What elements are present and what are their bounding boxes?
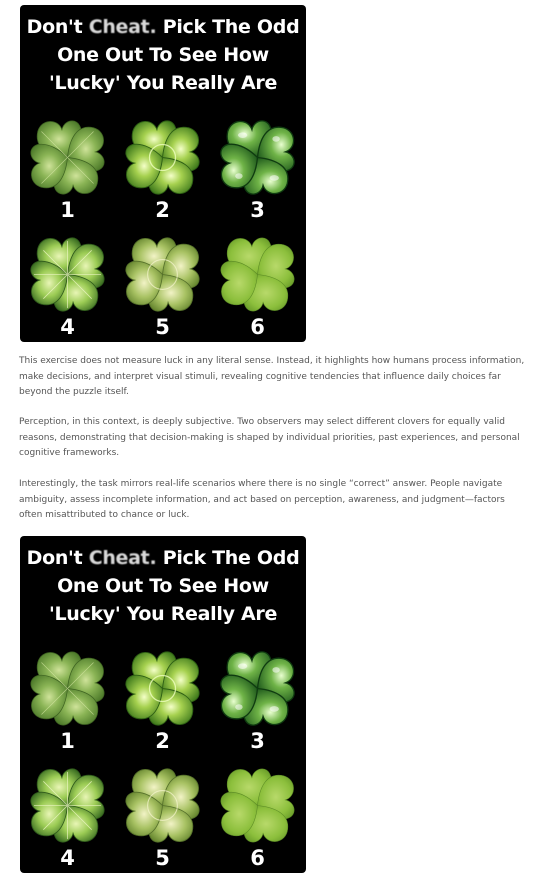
- clover-option-4: [20, 225, 115, 342]
- option-number: 6: [250, 846, 265, 870]
- option-number: 4: [60, 315, 75, 339]
- clover-option-1: [20, 639, 115, 756]
- clover-grid: [20, 108, 306, 342]
- clover-grid: [20, 639, 306, 873]
- article-paragraph-1: This exercise does not measure luck in any literal sense. Instead, it highlights how humans process information, make decisions, and interpret visual stimuli, revealing cognitive tendencies that influence daily choices far beyond the puzzle itself.: [19, 356, 525, 397]
- clover-smooth-icon: [211, 228, 304, 321]
- clover-pale-icon: [116, 228, 209, 321]
- option-number: 5: [155, 315, 170, 339]
- clover-dull-icon: [21, 111, 114, 204]
- puzzle-title: [20, 13, 306, 97]
- clover-option-2: [115, 108, 210, 225]
- clover-option-1: [20, 108, 115, 225]
- clover-option-3: [210, 108, 305, 225]
- title-line-3: 'Lucky' You Really Are: [48, 72, 278, 94]
- clover-bright-icon: [116, 111, 209, 204]
- clover-option-4: [20, 756, 115, 873]
- puzzle-image-bottom: [20, 536, 306, 873]
- option-number: 4: [60, 846, 75, 870]
- clover-option-3: [210, 639, 305, 756]
- puzzle-title: [20, 544, 306, 628]
- clover-option-6: [210, 225, 305, 342]
- puzzle-image-top: [20, 5, 306, 342]
- clover-bright-icon: [116, 642, 209, 735]
- option-number: 5: [155, 846, 170, 870]
- clover-option-5: [115, 756, 210, 873]
- option-number: 3: [250, 729, 265, 753]
- title-part: Pick The Odd: [156, 16, 300, 38]
- title-line-2: One Out To See How: [57, 44, 269, 66]
- option-number: 6: [250, 315, 265, 339]
- clover-option-6: [210, 756, 305, 873]
- title-highlight: Cheat.: [88, 16, 157, 38]
- clover-striped-icon: [21, 759, 114, 852]
- title-part: Pick The Odd: [156, 547, 300, 569]
- clover-dull-icon: [21, 642, 114, 735]
- clover-smooth-icon: [211, 759, 304, 852]
- option-number: 1: [60, 198, 75, 222]
- title-part: Don't: [26, 547, 89, 569]
- clover-option-5: [115, 225, 210, 342]
- clover-glass-icon: [211, 642, 304, 735]
- option-number: 2: [155, 729, 170, 753]
- title-part: Don't: [26, 16, 89, 38]
- title-line-2: One Out To See How: [57, 575, 269, 597]
- option-number: 2: [155, 198, 170, 222]
- clover-option-2: [115, 639, 210, 756]
- title-line-3: 'Lucky' You Really Are: [48, 603, 278, 625]
- option-number: 1: [60, 729, 75, 753]
- clover-glass-icon: [211, 111, 304, 204]
- clover-striped-icon: [21, 228, 114, 321]
- article-paragraph-3: Interestingly, the task mirrors real-life scenarios where there is no single “correct” answer. People navigate ambiguity, assess incomplete information, and act based on perception, awareness, and judgment—factors often misattributed to chance or luck.: [19, 479, 505, 520]
- clover-pale-icon: [116, 759, 209, 852]
- option-number: 3: [250, 198, 265, 222]
- article-paragraph-2: Perception, in this context, is deeply subjective. Two observers may select different clovers for equally valid reasons, demonstrating that decision-making is shaped by individual priorities, past experiences, and personal cognitive frameworks.: [19, 417, 520, 458]
- title-highlight: Cheat.: [88, 547, 157, 569]
